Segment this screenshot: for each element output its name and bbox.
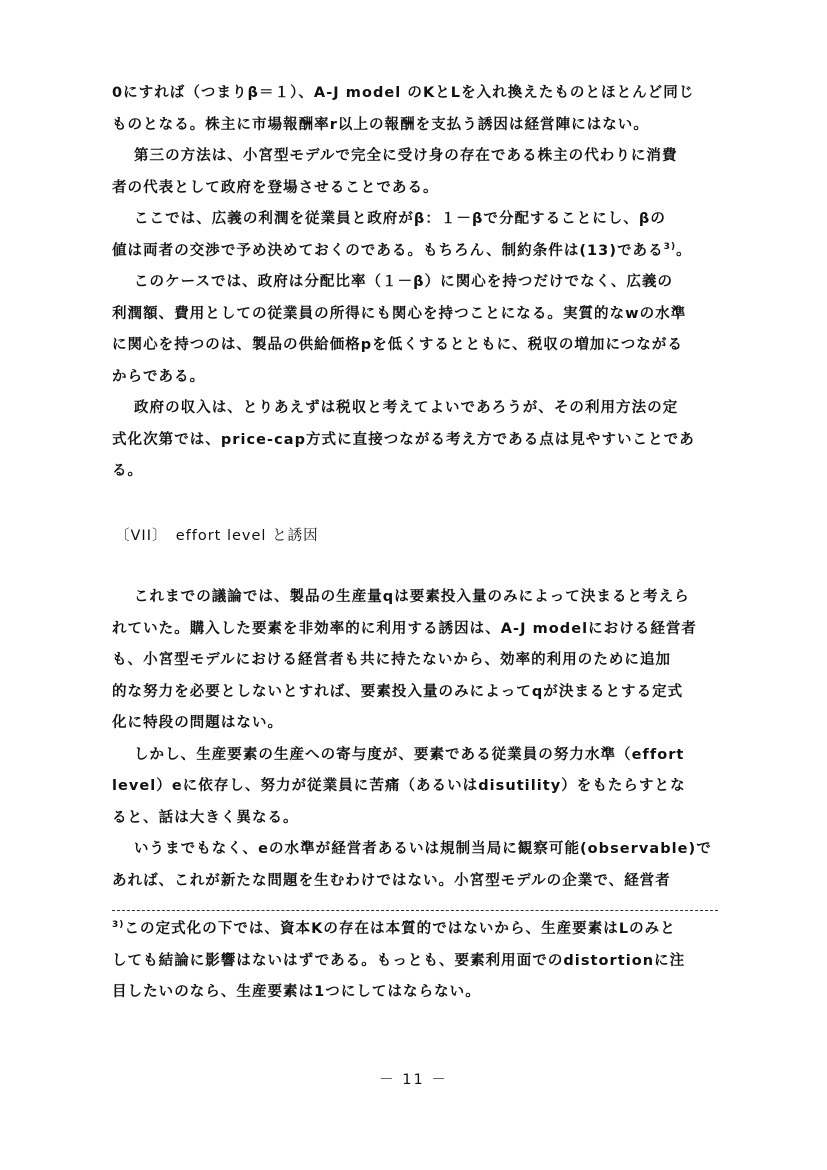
body-line: これまでの議論では、製品の生産量qは要素投入量のみによって決まると考えら: [134, 589, 690, 605]
body-section-2: [112, 582, 722, 897]
body-line: 政府の収入は、とりあえずは税収と考えてよいであろうが、その利用方法の定: [134, 400, 679, 416]
body-line: 第三の方法は、小宮型モデルで完全に受け身の存在である株主の代わりに消費: [134, 148, 678, 164]
body-line: 式化次第では、price-cap方式に直接つながる考え方である点は見やすいことであ: [112, 431, 695, 448]
footnote-line: [112, 914, 722, 946]
page-number: － 11 －: [379, 1072, 448, 1088]
body-line: ここでは、広義の利潤を従業員と政府がβ：１－βで分配することにし、βの: [134, 211, 666, 227]
footnote-line: 目したいのなら、生産要素は1つにしてはならない。: [112, 984, 481, 1000]
body-line: 者の代表として政府を登場させることである。: [112, 179, 439, 196]
body-line: このケースでは、政府は分配比率（１－β）に関心を持つだけでなく、広義の: [134, 274, 674, 290]
body-line-tail: 。: [676, 242, 692, 259]
body-line: れていた。購入した要素を非効率的に利用する誘因は、A-J modelにおける経営者: [112, 620, 697, 637]
body-line-with-footnote-ref: [112, 236, 722, 268]
body-section-1: [112, 78, 722, 488]
body-line: 利潤額、費用としての従業員の所得にも関心を持つことになる。実質的なwの水準: [112, 305, 687, 322]
body-line: level）eに依存し、努力が従業員に苦痛（あるいはdisutility）をもたらすとな: [112, 778, 686, 794]
footnote-mark: 3): [112, 920, 125, 930]
body-line: 0にすれば（つまりβ＝１）、A-J model のKとLを入れ換えたものとほとんど同じ: [112, 85, 695, 101]
body-line: ものとなる。株主に市場報酬率r以上の報酬を支払う誘因は経営陣にはない。: [112, 116, 649, 133]
footnote-divider: [112, 910, 718, 911]
footnote-reference: 3): [663, 241, 677, 252]
body-line: 化に特段の問題はない。: [112, 715, 284, 731]
body-line: ると、話は大きく異なる。: [112, 809, 299, 826]
footnote: [112, 914, 722, 1009]
body-line: も、小宮型モデルにおける経営者も共に持たないから、効率的利用のために追加: [112, 652, 672, 668]
body-line: からである。: [112, 368, 206, 385]
body-line: る。: [112, 463, 144, 479]
body-line: あれば、これが新たな問題を生むわけではない。小宮型モデルの企業で、経営者: [112, 872, 671, 889]
footnote-line: しても結論に影響はないはずである。もっとも、要素利用面でのdistortionに注: [112, 952, 686, 969]
body-line: いうまでもなく、eの水準が経営者あるいは規制当局に観察可能(observable)で: [134, 841, 712, 857]
body-line: 的な努力を必要としないとすれば、要素投入量のみによってqが決まるとする定式: [112, 683, 684, 700]
body-line-text: 値は両者の交渉で予め決めておくのである。もちろん、制約条件は(13)である: [112, 242, 664, 259]
section-heading: 〔VII〕 effort level と誘因: [115, 528, 319, 544]
body-line: しかし、生産要素の生産への寄与度が、要素である従業員の努力水準（effort: [134, 746, 685, 763]
body-line: に関心を持つのは、製品の供給価格pを低くするとともに、税収の増加につながる: [112, 337, 683, 353]
footnote-text: この定式化の下では、資本Kの存在は本質的ではないから、生産要素はLのみと: [124, 921, 676, 937]
